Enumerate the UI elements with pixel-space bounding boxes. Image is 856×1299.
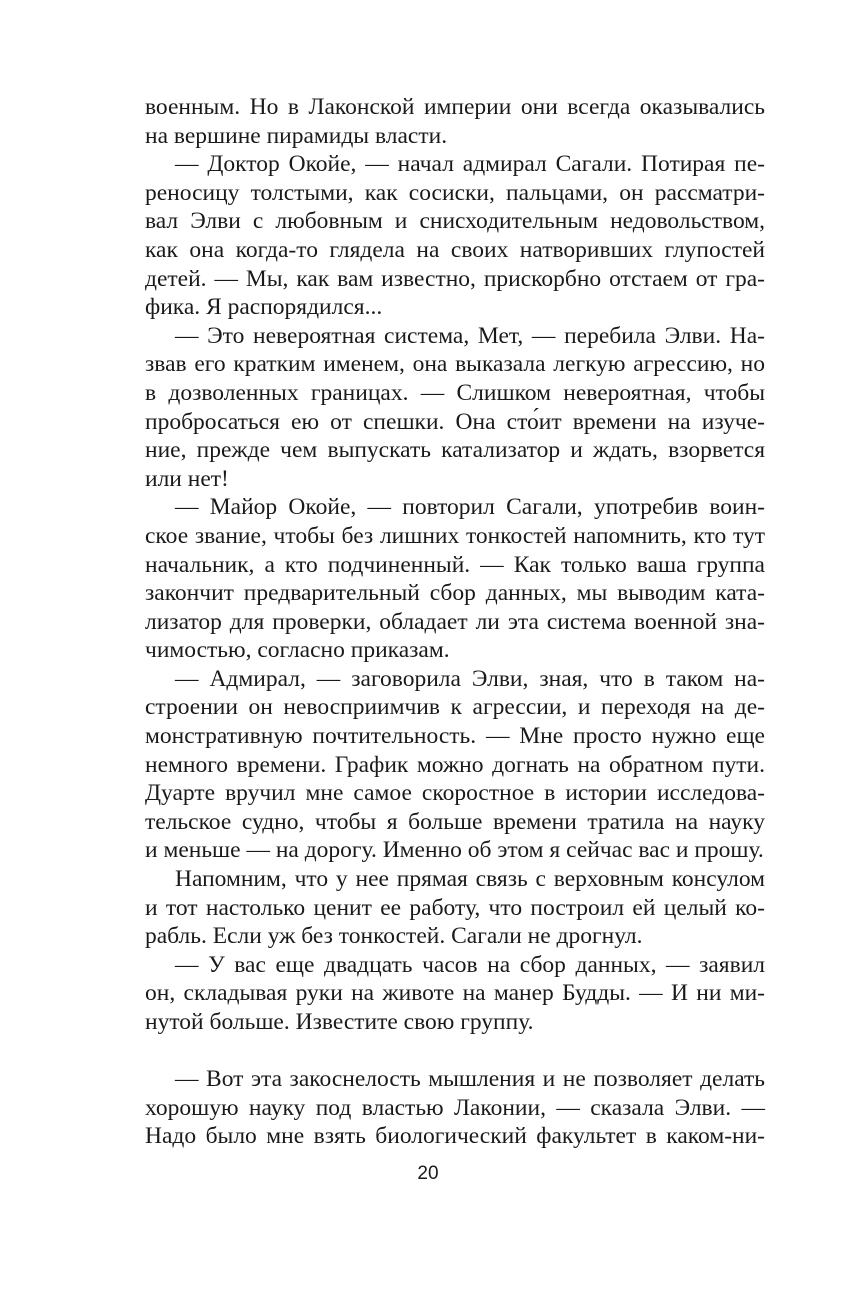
text-line: монстративную почтительность. — Мне просто нужно еще	[145, 723, 765, 750]
text-line: и тот настолько ценит ее работу, что построил ей целый ко-	[145, 894, 765, 921]
text-line: на вершине пирамиды власти.	[145, 122, 448, 149]
text-line: строении он невосприимчив к агрессии, и переходя на де-	[145, 694, 765, 721]
page-number: 20	[417, 1163, 439, 1184]
text-line: — Это невероятная система, Мет, — перебила Элви. На-	[175, 322, 765, 349]
text-line: — У вас еще двадцать часов на сбор данных, — заявил	[175, 951, 765, 978]
text-line: и меньше — на дорогу. Именно об этом я сейчас вас и прошу.	[145, 837, 764, 864]
body-text	[145, 93, 765, 1151]
text-line: звав его кратким именем, она выказала легкую агрессию, но	[145, 351, 765, 378]
text-line: начальник, а кто подчиненный. — Как только ваша группа	[145, 551, 765, 578]
text-line: Надо было мне взять биологический факультет в каком-ни-	[145, 1123, 765, 1150]
text-line: военным. Но в Лаконской империи они всегда оказывались	[145, 94, 765, 120]
text-line: хорошую науку под властью Лаконии, — сказала Элви. —	[145, 1094, 765, 1121]
text-line: в дозволенных границах. — Слишком невероятная, чтобы	[145, 379, 765, 406]
text-line: реносицу толстыми, как сосиски, пальцами, он рассматри-	[145, 179, 765, 206]
text-line: закончит предварительный сбор данных, мы выводим ката-	[145, 580, 765, 607]
text-line: немного времени. График можно догнать на обратном пути.	[145, 751, 765, 778]
text-line: пробросаться ею от спешки. Она сто́ит времени на изуче-	[145, 408, 765, 435]
text-line: или нет!	[145, 465, 229, 492]
text-line: вал Элви с любовным и снисходительным недовольством,	[145, 208, 765, 235]
text-line: Напомним, что у нее прямая связь с верховным консулом	[175, 866, 765, 893]
section-break	[145, 1037, 765, 1066]
text-line: детей. — Мы, как вам известно, прискорбно отстаем от гра-	[145, 265, 765, 292]
text-line: — Вот эта закоснелость мышления и не позволяет делать	[175, 1066, 765, 1093]
text-line: тельское судно, чтобы я больше времени тратила на науку	[145, 808, 765, 835]
text-line: ние, прежде чем выпускать катализатор и ждать, взорвется	[145, 437, 765, 464]
text-line: Дуарте вручил мне самое скоростное в истории исследова-	[145, 780, 765, 807]
text-line: фика. Я распорядился...	[145, 294, 383, 321]
text-line: как она когда-то глядела на своих натворивших глупостей	[145, 236, 765, 263]
text-line: чимостью, согласно приказам.	[145, 637, 450, 664]
text-line: лизатор для проверки, обладает ли эта система военной зна-	[145, 608, 765, 635]
text-line: — Доктор Окойе, — начал адмирал Сагали. Потирая пе-	[175, 151, 765, 178]
text-line: нутой больше. Известите свою группу.	[145, 1009, 534, 1035]
text-line: — Майор Окойе, — повторил Сагали, употребив воин-	[175, 494, 765, 521]
text-line: — Адмирал, — заговорила Элви, зная, что в таком на-	[175, 665, 765, 692]
text-line: ское звание, чтобы без лишних тонкостей напомнить, кто тут	[145, 522, 765, 549]
text-line: рабль. Если уж без тонкостей. Сагали не дрогнул.	[145, 923, 643, 950]
text-line: он, складывая руки на животе на манер Будды. — И ни ми-	[145, 980, 765, 1007]
